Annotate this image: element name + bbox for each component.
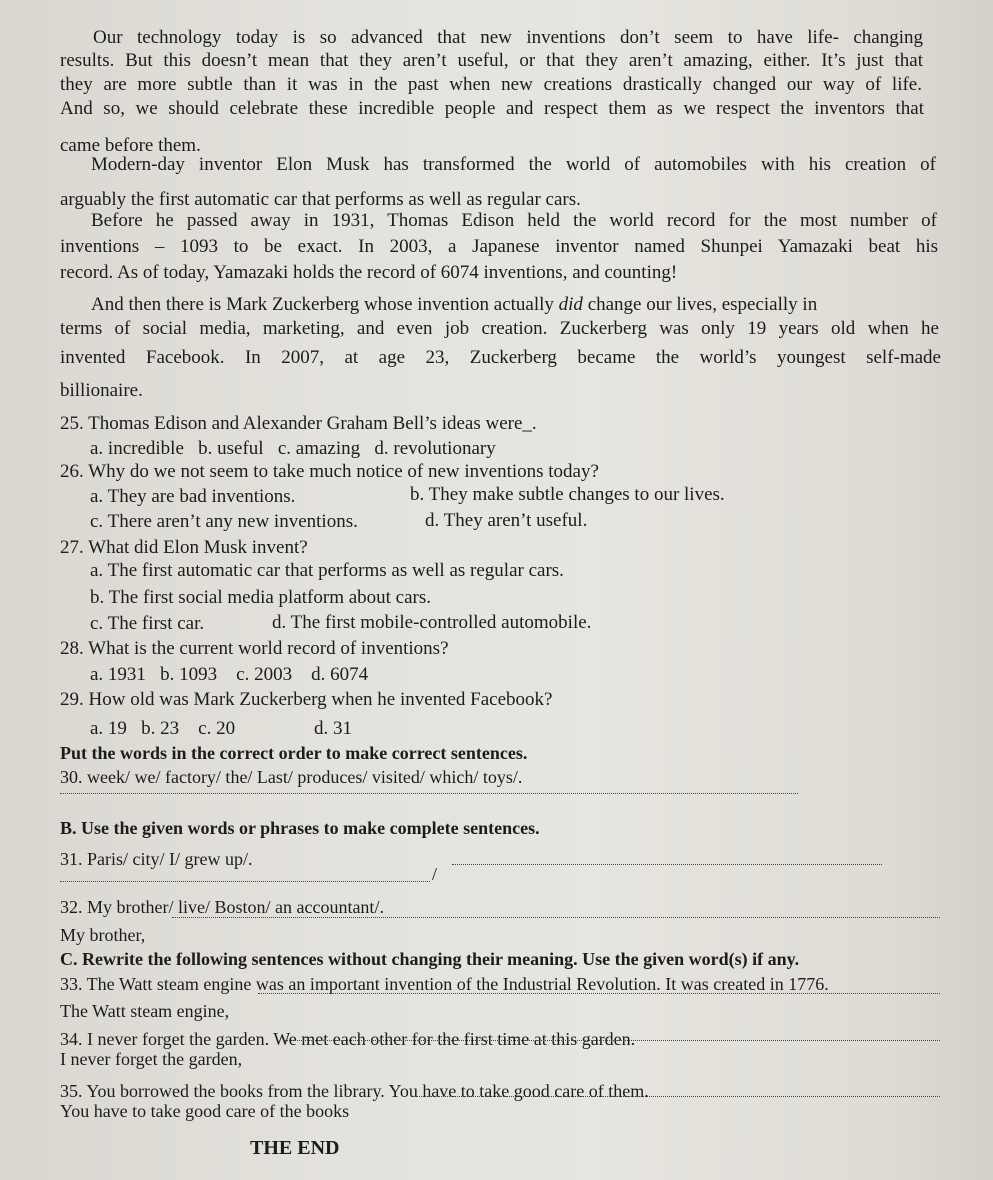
q32-answer-line[interactable]	[172, 917, 940, 918]
passage-p3-line2: inventions – 1093 to be exact. In 2003, a Japanese inventor named Shunpei Yamazaki beat his	[60, 236, 938, 257]
reorder-instruction: Put the words in the correct order to make correct sentences.	[60, 743, 528, 763]
passage-p3-line3: record. As of today, Yamazaki holds the record of 6074 inventions, and counting!	[60, 262, 678, 283]
q35-prompt: 35. You borrowed the books from the library. You have to take good care of them.	[60, 1081, 649, 1101]
q33-answer-start: The Watt steam engine,	[60, 1001, 230, 1021]
passage-p4-line2: terms of social media, marketing, and even job creation. Zuckerberg was only 19 years old when he	[60, 318, 939, 339]
q27-option-b: b. The first social media platform about cars.	[90, 587, 432, 608]
passage-p4-line1-before: And then there is Mark Zuckerberg whose invention actually	[91, 294, 554, 315]
passage-p4-line1-after: change our lives, especially in	[587, 294, 818, 315]
passage-p4-line1	[91, 294, 817, 316]
q27-option-c: c. The first car.	[90, 613, 205, 634]
q26-option-b: b. They make subtle changes to our lives.	[410, 484, 725, 505]
passage-p4-emphasis: did	[558, 294, 583, 315]
q26-option-d: d. They aren’t useful.	[425, 510, 588, 531]
passage-p1-line1: Our technology today is so advanced that new inventions don’t seem to have life- changing	[93, 27, 923, 48]
q32-answer-start: My brother,	[60, 925, 146, 945]
q31-answer-line-2[interactable]	[452, 864, 882, 865]
q27-stem: 27. What did Elon Musk invent?	[60, 537, 308, 558]
q30-prompt: 30. week/ we/ factory/ the/ Last/ produces/ visited/ which/ toys/.	[60, 767, 523, 787]
the-end-label: THE END	[250, 1137, 340, 1159]
q34-answer-line[interactable]	[283, 1040, 940, 1041]
q35-answer-line[interactable]	[415, 1096, 940, 1097]
section-c-instruction: C. Rewrite the following sentences without changing their meaning. Use the given word(s) if any.	[60, 949, 800, 969]
q26-stem: 26. Why do we not seem to take much notice of new inventions today?	[60, 461, 599, 482]
q27-option-a: a. The first automatic car that performs as well as regular cars.	[90, 560, 564, 581]
q28-options: a. 1931 b. 1093 c. 2003 d. 6074	[90, 664, 369, 685]
q35-answer-start: You have to take good care of the books	[60, 1101, 350, 1121]
section-b-instruction: B. Use the given words or phrases to make complete sentences.	[60, 818, 540, 838]
passage-p2-line2: arguably the first automatic car that performs as well as regular cars.	[60, 189, 581, 210]
q29-option-d: d. 31	[314, 718, 352, 739]
passage-p4-line3: invented Facebook. In 2007, at age 23, Zuckerberg became the world’s youngest self-made	[60, 347, 941, 368]
q29-options-abc: a. 19 b. 23 c. 20	[90, 718, 236, 739]
q34-answer-start: I never forget the garden,	[60, 1049, 243, 1069]
q34-prompt: 34. I never forget the garden. We met each other for the first time at this garden.	[60, 1029, 636, 1049]
q30-answer-line[interactable]	[60, 793, 798, 794]
passage-p2-line1: Modern-day inventor Elon Musk has transformed the world of automobiles with his creation of	[91, 154, 936, 175]
q25-options: a. incredible b. useful c. amazing d. revolutionary	[90, 438, 496, 459]
passage-p1-line3: they are more subtle than it was in the past when new creations drastically changed our way of life.	[60, 74, 922, 95]
q31-answer-line-1[interactable]	[60, 881, 430, 882]
passage-p1-line2: results. But this doesn’t mean that they aren’t useful, or that they aren’t amazing, either. It’s just that	[60, 50, 923, 71]
passage-p1-line5: came before them.	[60, 135, 201, 156]
q33-prompt: 33. The Watt steam engine was an important invention of the Industrial Revolution. It was created in 1776.	[60, 974, 829, 994]
q32-prompt: 32. My brother/ live/ Boston/ an accountant/.	[60, 897, 384, 917]
passage-p3-line1: Before he passed away in 1931, Thomas Edison held the world record for the most number of	[91, 210, 937, 231]
q26-option-a: a. They are bad inventions.	[90, 486, 296, 507]
q29-stem: 29. How old was Mark Zuckerberg when he invented Facebook?	[60, 689, 553, 710]
q31-prompt: 31. Paris/ city/ I/ grew up/.	[60, 849, 253, 869]
q25-stem: 25. Thomas Edison and Alexander Graham Bell’s ideas were_.	[60, 413, 537, 434]
q27-option-d: d. The first mobile-controlled automobile.	[272, 612, 592, 633]
q28-stem: 28. What is the current world record of inventions?	[60, 638, 449, 659]
q33-answer-line[interactable]	[258, 993, 940, 994]
q26-option-c: c. There aren’t any new inventions.	[90, 511, 358, 532]
passage-p4-line4: billionaire.	[60, 380, 143, 401]
passage-p1-line4: And so, we should celebrate these incredible people and respect them as we respect the inventors that	[60, 98, 924, 119]
q31-slash: /	[432, 864, 438, 884]
